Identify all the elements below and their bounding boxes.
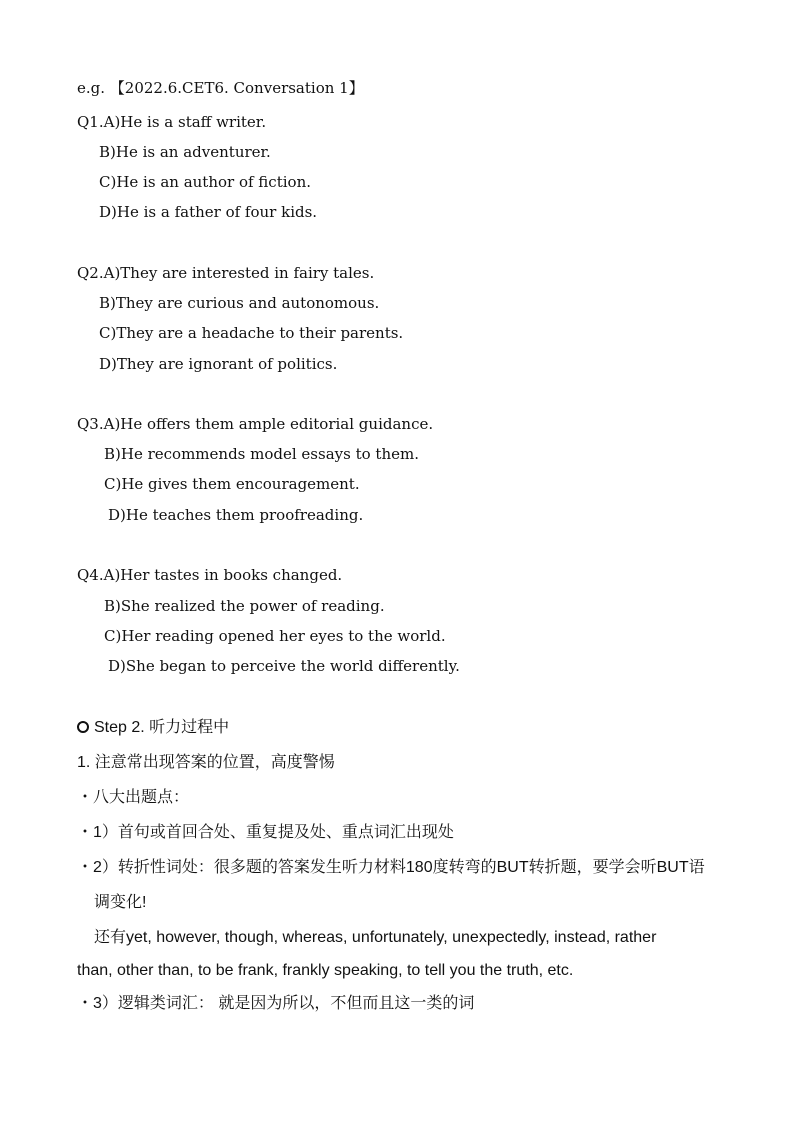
option-a: A)Her tastes in books changed. bbox=[103, 566, 343, 584]
question-4 bbox=[77, 565, 342, 585]
option-d: D)He is a father of four kids. bbox=[99, 203, 318, 221]
option-a: A)He offers them ample editorial guidance. bbox=[103, 415, 434, 433]
question-3 bbox=[77, 414, 433, 434]
option-d: D)She began to perceive the world differently. bbox=[108, 657, 460, 675]
step-title: Step 2. 听力过程中 bbox=[94, 719, 230, 736]
option-c: C)He is an author of fiction. bbox=[99, 173, 311, 191]
option-c: C)He gives them encouragement. bbox=[104, 475, 360, 493]
option-b: B)They are curious and autonomous. bbox=[99, 294, 380, 312]
question-2 bbox=[77, 263, 374, 283]
option-c: C)Her reading opened her eyes to the world. bbox=[104, 627, 446, 645]
circle-icon bbox=[77, 721, 89, 733]
option-b: B)He is an adventurer. bbox=[99, 143, 271, 161]
question-number: Q3. bbox=[77, 415, 104, 433]
note-item-2-continued: 调变化! bbox=[94, 894, 147, 911]
option-d: D)They are ignorant of politics. bbox=[99, 355, 338, 373]
question-number: Q4. bbox=[77, 566, 104, 584]
option-a: A)They are interested in fairy tales. bbox=[103, 264, 375, 282]
note-item-2-connectives-continued: than, other than, to be frank, frankly speaking, to tell you the truth, etc. bbox=[77, 962, 574, 979]
note-item-1: ・1）首句或首回合处、重复提及处、重点词汇出现处 bbox=[77, 824, 454, 841]
option-b: B)She realized the power of reading. bbox=[104, 597, 385, 615]
option-d: D)He teaches them proofreading. bbox=[108, 506, 364, 524]
question-number: Q2. bbox=[77, 264, 104, 282]
note-item-3: ・3）逻辑类词汇： 就是因为所以，不但而且这一类的词 bbox=[77, 995, 475, 1012]
note-bullet-intro: ・八大出题点： bbox=[77, 789, 190, 806]
note-item-2-connectives: 还有yet, however, though, whereas, unfortunately, unexpectedly, instead, rather bbox=[94, 929, 657, 946]
step-heading bbox=[77, 718, 229, 738]
question-1 bbox=[77, 112, 266, 132]
option-b: B)He recommends model essays to them. bbox=[104, 445, 419, 463]
question-number: Q1. bbox=[77, 113, 104, 131]
example-heading: e.g. 【2022.6.CET6. Conversation 1】 bbox=[77, 79, 364, 97]
option-a: A)He is a staff writer. bbox=[103, 113, 267, 131]
option-c: C)They are a headache to their parents. bbox=[99, 324, 404, 342]
note-item-2: ・2）转折性词处：很多题的答案发生听力材料180度转弯的BUT转折题，要学会听BUT语 bbox=[77, 859, 705, 876]
note-point-1: 1. 注意常出现答案的位置，高度警惕 bbox=[77, 754, 335, 771]
